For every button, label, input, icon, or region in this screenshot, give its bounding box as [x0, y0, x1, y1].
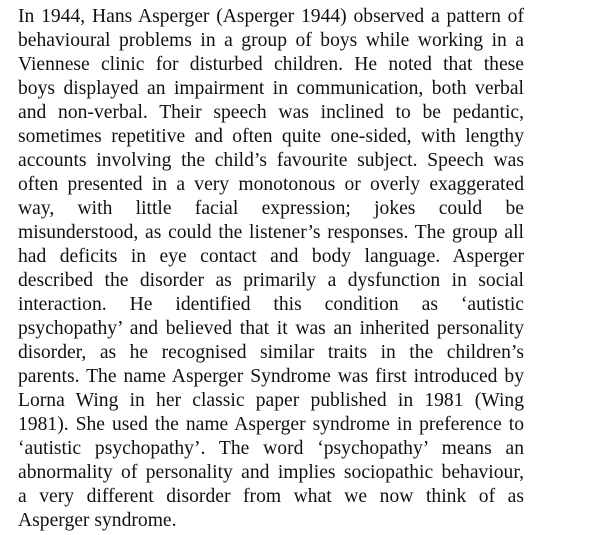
text-line: way, with little facial expression; jokes could be	[18, 198, 524, 219]
text-line: often presented in a very monotonous or overly exaggerated	[18, 174, 524, 195]
text-line: parents. The name Asperger Syndrome was first introduced by	[18, 366, 524, 387]
body-paragraph	[18, 5, 524, 533]
text-line: ‘autistic psychopathy’. The word ‘psychopathy’ means an	[18, 438, 524, 459]
text-line: a very different disorder from what we now think of as	[18, 486, 524, 507]
text-line: accounts involving the child’s favourite subject. Speech was	[18, 150, 524, 171]
text-line: psychopathy’ and believed that it was an inherited personality	[18, 318, 524, 339]
text-line: behavioural problems in a group of boys while working in a	[18, 30, 524, 51]
text-line: described the disorder as primarily a dysfunction in social	[18, 270, 524, 291]
text-line: had deficits in eye contact and body language. Asperger	[18, 246, 524, 267]
text-line: interaction. He identified this condition as ‘autistic	[18, 294, 524, 315]
text-line: and non-verbal. Their speech was inclined to be pedantic,	[18, 102, 524, 123]
text-line: boys displayed an impairment in communication, both verbal	[18, 78, 524, 99]
text-line: misunderstood, as could the listener’s responses. The group all	[18, 222, 524, 243]
text-line: Viennese clinic for disturbed children. He noted that these	[18, 54, 524, 75]
document-page	[18, 5, 524, 533]
text-line: Lorna Wing in her classic paper published in 1981 (Wing	[18, 390, 524, 411]
text-line: Asperger syndrome.	[18, 510, 177, 531]
text-line: sometimes repetitive and often quite one-sided, with lengthy	[18, 126, 524, 147]
text-line: In 1944, Hans Asperger (Asperger 1944) observed a pattern of	[18, 6, 524, 27]
text-line: disorder, as he recognised similar traits in the children’s	[18, 342, 524, 363]
text-line: abnormality of personality and implies sociopathic behaviour,	[18, 462, 524, 483]
text-line: 1981). She used the name Asperger syndrome in preference to	[18, 414, 524, 435]
